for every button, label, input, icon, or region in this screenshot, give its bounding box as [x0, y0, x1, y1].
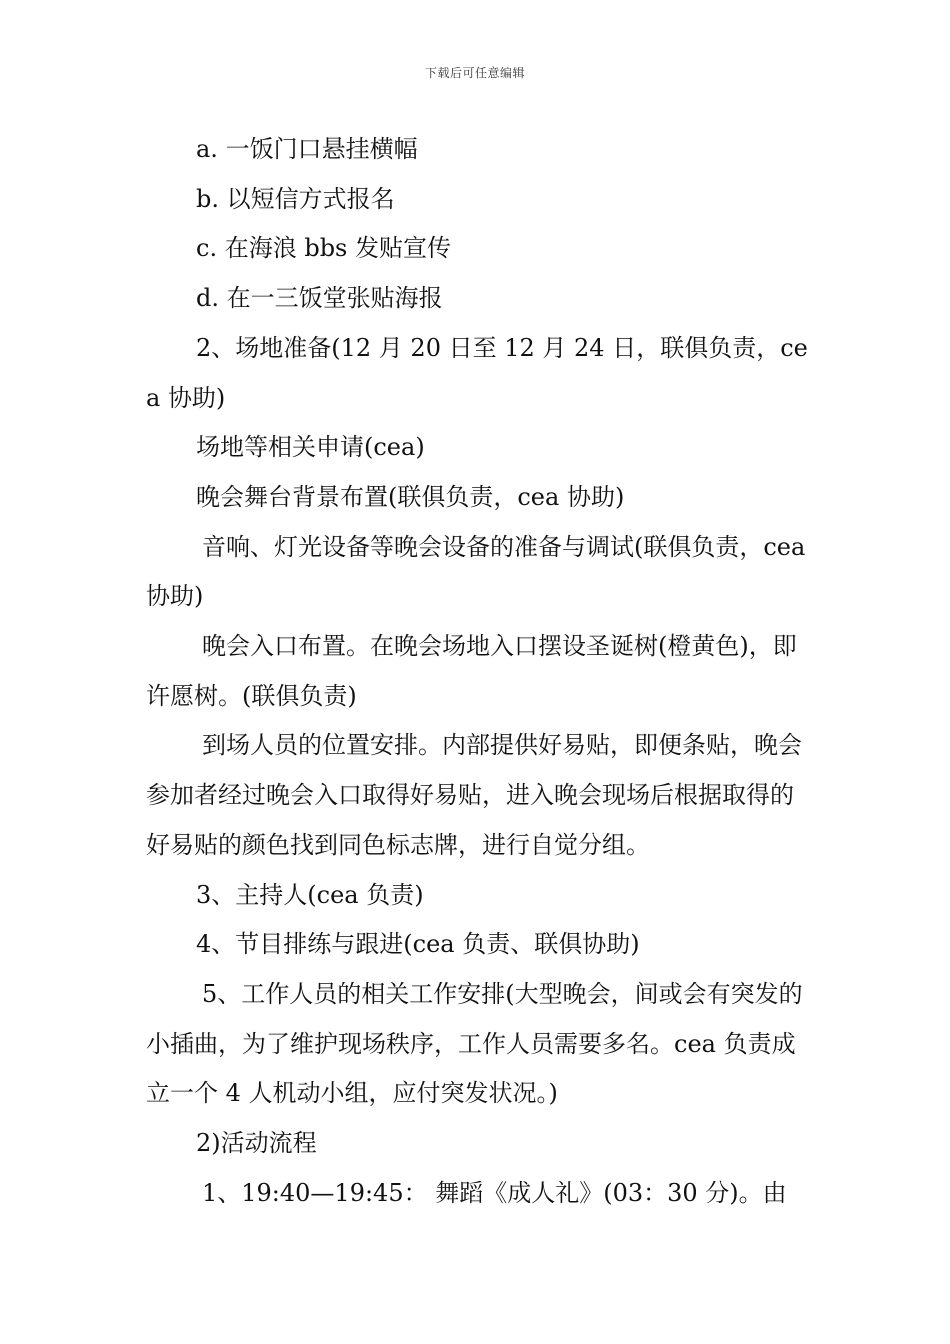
page-header: 下载后可任意编辑: [424, 66, 525, 80]
document-body: [146, 125, 810, 1218]
paragraph-activity-flow: 2)活动流程: [196, 1129, 317, 1158]
paragraph-schedule-item-1: 1、19:40—19:45： 舞蹈《成人礼》(03：30 分)。由: [202, 1178, 787, 1207]
paragraph-rehearsal: 4、节目排练与跟进(cea 负责、联俱协助): [196, 930, 640, 959]
paragraph-entrance-setup: 晚会入口布置。在晚会场地入口摆设圣诞树(橙黄色)，即许愿树。(联俱负责): [146, 632, 797, 710]
paragraph-venue-prep: 2、场地准备(12 月 20 日至 12 月 24 日，联俱负责，cea 协助): [146, 333, 808, 412]
paragraph-item-d: d. 在一三饭堂张贴海报: [196, 284, 443, 313]
paragraph-seating-arrangement: 到场人员的位置安排。内部提供好易贴，即便条贴，晚会参加者经过晚会入口取得好易贴，进入晚会现场后根据取得的好易贴的颜色找到同色标志牌，进行自觉分组。: [146, 731, 802, 859]
paragraph-item-c: c. 在海浪 bbs 发贴宣传: [196, 234, 451, 263]
paragraph-stage-backdrop: 晚会舞台背景布置(联俱负责，cea 协助): [196, 482, 625, 511]
paragraph-host: 3、主持人(cea 负责): [196, 880, 424, 909]
paragraph-item-b: b. 以短信方式报名: [196, 184, 395, 213]
paragraph-venue-application: 场地等相关申请(cea): [196, 433, 425, 462]
paragraph-staff-arrangement: 5、工作人员的相关工作安排(大型晚会，间或会有突发的小插曲，为了维护现场秩序，工作人员需要多名。cea 负责成立一个 4 人机动小组，应付突发状况。): [146, 979, 803, 1108]
paragraph-audio-lighting: 音响、灯光设备等晚会设备的准备与调试(联俱负责，cea 协助): [146, 532, 806, 611]
paragraph-item-a: a. 一饭门口悬挂横幅: [196, 135, 418, 163]
